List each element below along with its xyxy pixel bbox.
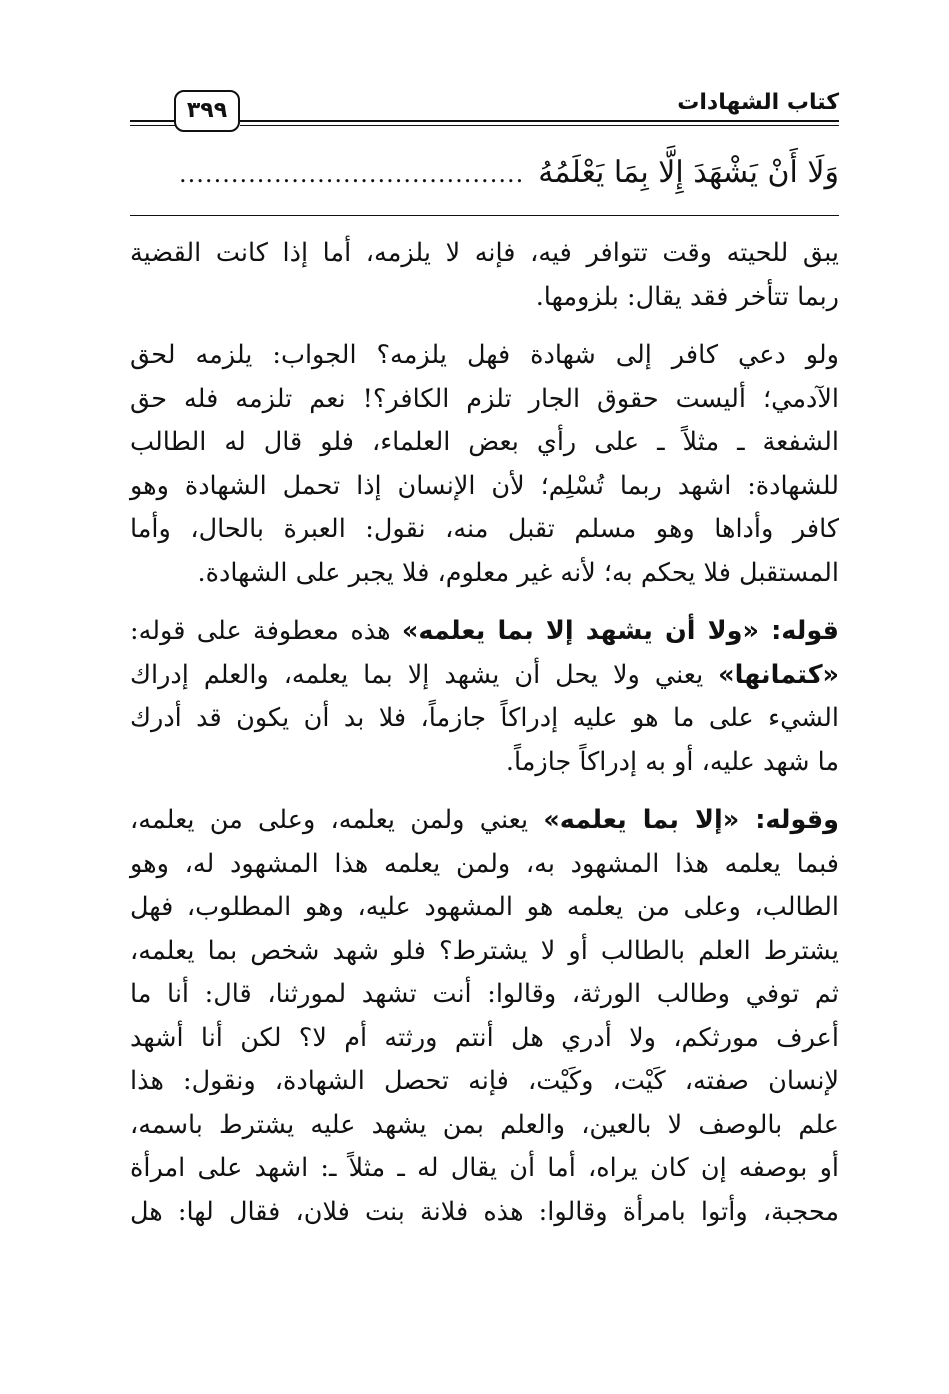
running-header (130, 84, 839, 134)
text-line: ثم توفي وطالب الورثة، وقالوا: أنت تشهد لمورثنا، قال: أنا ما (130, 979, 839, 1009)
matn-text: وَلَا أَنْ يَشْهَدَ إِلَّا بِمَا يَعْلَمُهُ (538, 155, 839, 190)
text-line: الآدمي؛ أليست حقوق الجار تلزم الكافر؟! نعم تلزمه فله حق (130, 383, 839, 414)
text-line: علم بالوصف لا بالعين، والعلم بمن يشهد عليه يشترط باسمه، (130, 1109, 839, 1140)
text-line: للشهادة: اشهد ربما تُسْلِم؛ لأن الإنسان إذا تحمل الشهادة وهو (130, 470, 839, 501)
text-line: الشيء على ما هو عليه إدراكاً جازماً، فلا بد أن يكون قد أدرك (130, 703, 839, 733)
text-rest: يعني ولمن يعلمه، وعلى من يعلمه، (130, 805, 544, 835)
text-line: الطالب، وعلى من يعلمه هو المشهود عليه، وهو المطلوب، فهل (130, 892, 839, 922)
paragraph (130, 610, 839, 784)
header-rule-left (130, 120, 176, 122)
header-rule-left-thin (130, 125, 176, 126)
text-line: يبق للحيته وقت تتوافر فيه، فإنه لا يلزمه، أما إذا كانت القضية (130, 238, 839, 268)
bold-qawluhu: وقوله: «إلا بما يعلمه» (543, 805, 839, 835)
bold-qawluhu: قوله: (771, 616, 839, 646)
text-line: يشترط العلم بالطالب أو لا يشترط؟ فلو شهد شخص بما يعلمه، (130, 935, 839, 966)
body-text (130, 232, 839, 1249)
text-line (130, 654, 839, 698)
text-line (130, 799, 839, 843)
text-line: كافر وأداها وهو مسلم تقبل منه، نقول: العبرة بالحال، وأما (130, 514, 839, 544)
header-rule (240, 120, 839, 122)
text-line: فبما يعلمه هذا المشهود به، ولمن يعلمه هذا المشهود له، وهو (130, 848, 839, 879)
bold-quote: «كتمانها» (718, 659, 839, 690)
matn-dots: ........................................ (179, 160, 525, 188)
paragraph (130, 232, 839, 319)
text-line: ولو دعي كافر إلى شهادة فهل يلزمه؟ الجواب: يلزمه لحق (130, 340, 839, 370)
paragraph (130, 799, 839, 1234)
text-line: لإنسان صفته، كَيْت، وكَيْت، فإنه تحصل الشهادة، ونقول: هذا (130, 1066, 839, 1096)
text-line: المستقبل فلا يحكم به؛ لأنه غير معلوم، فلا يجبر على الشهادة. (197, 557, 839, 588)
paragraph (130, 334, 839, 595)
text-rest: هذه معطوفة على قوله: (130, 616, 402, 646)
text-rest: يعني ولا يحل أن يشهد إلا بما يعلمه، والعلم إدراك (130, 659, 719, 690)
matn-separator (130, 215, 839, 216)
text-line: محجبة، وأتوا بامرأة وقالوا: هذه فلانة بنت فلان، فقال لها: هل (130, 1196, 839, 1227)
text-line (130, 610, 839, 654)
text-line: أعرف مورثكم، ولا أدري هل أنتم ورثته أم لا؟ لكن أنا أشهد (130, 1022, 839, 1053)
matn-line (130, 148, 839, 198)
book-title: كتاب الشهادات (677, 90, 839, 115)
text-line: أو بوصفه إن كان يراه، أما أن يقال له ـ مثلاً ـ: اشهد على امرأة (130, 1153, 839, 1183)
text-line: الشفعة ـ مثلاً ـ على رأي بعض العلماء، فلو قال له الطالب (130, 427, 839, 457)
bold-quote: «ولا أن يشهد إلا بما يعلمه» (401, 616, 772, 646)
page-number: ٣٩٩ (174, 90, 240, 132)
text-line: ما شهد عليه، أو به إدراكاً جازماً. (505, 746, 839, 777)
header-rule-thin (240, 125, 839, 126)
text-line: ربما تتأخر فقد يقال: بلزومها. (535, 281, 839, 312)
